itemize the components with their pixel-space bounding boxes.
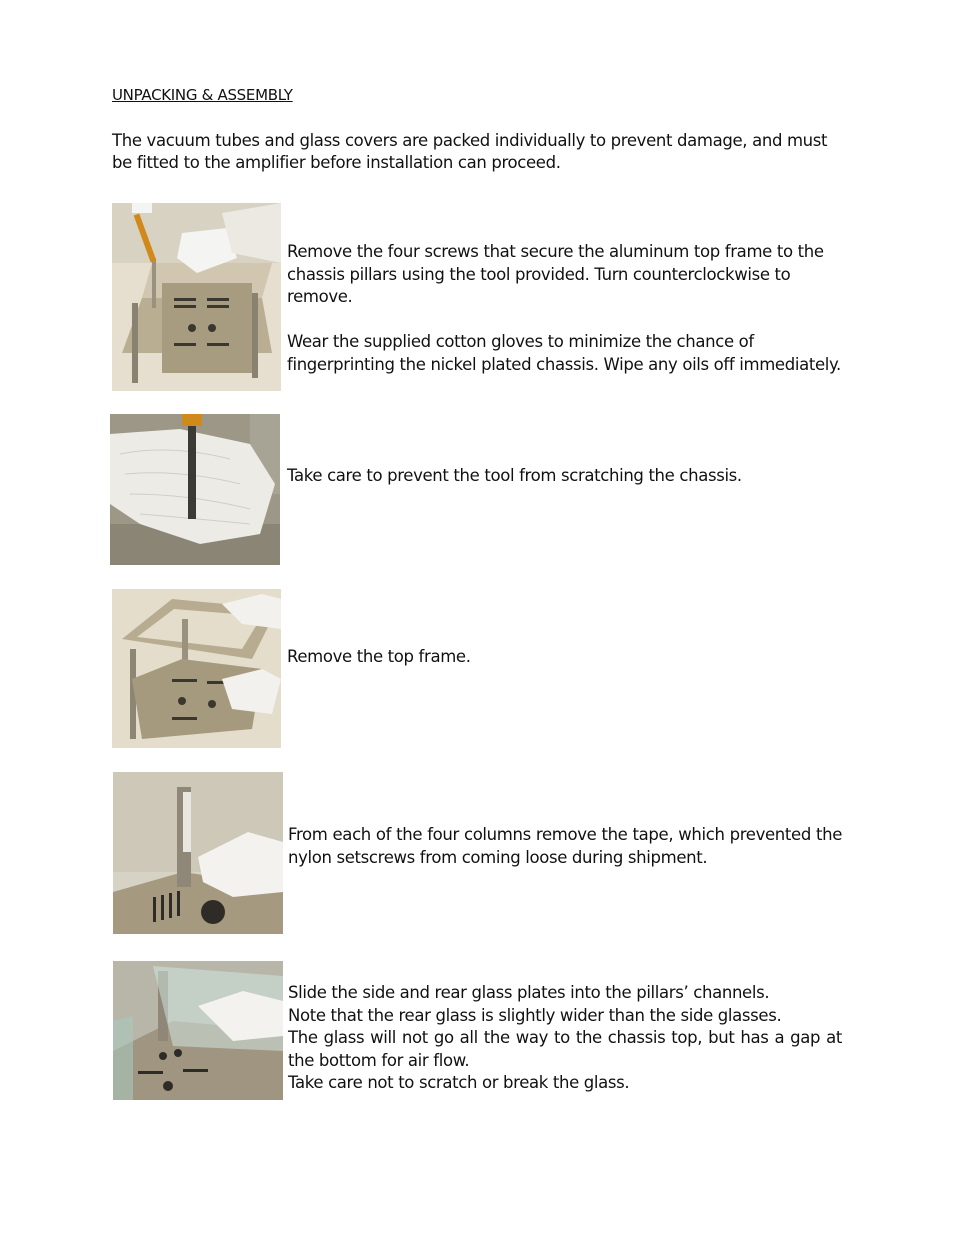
step-4-paragraph-1: From each of the four columns remove the tape, which prevented the nylon setscrews from coming loose during shipment. [288,825,842,867]
photo-sliding-glass-plates [113,961,283,1100]
step-5-line-1: Slide the side and rear glass plates into the pillars’ channels. [288,983,770,1002]
photo-removing-top-frame [112,589,281,748]
section-heading: UNPACKING & ASSEMBLY [112,86,293,104]
step-1-paragraph-2: Wear the supplied cotton gloves to minimize the chance of fingerprinting the nickel plated chassis. Wipe any oils off immediately. [287,332,841,374]
photo-gloved-hand-tool [110,414,280,565]
step-1-text [287,241,843,376]
photo-removing-tape-column [113,772,283,934]
step-1-paragraph-1: Remove the four screws that secure the aluminum top frame to the chassis pillars using the tool provided. Turn counterclockwise to remove. [287,242,824,306]
step-5-line-3: The glass will not go all the way to the chassis top, but has a gap at the bottom for air flow. [288,1028,842,1070]
step-5-line-2: Note that the rear glass is slightly wider than the side glasses. [288,1005,782,1025]
step-4-text [288,824,842,869]
photo-removing-frame-screws [112,203,281,391]
step-3-paragraph-1: Remove the top frame. [287,647,471,666]
step-2-paragraph-1: Take care to prevent the tool from scratching the chassis. [287,466,742,485]
step-5-line-4: Take care not to scratch or break the glass. [288,1073,630,1092]
intro-paragraph: The vacuum tubes and glass covers are packed individually to prevent damage, and must be fitted to the amplifier before installation can proceed. [112,131,828,172]
step-3-text [287,646,843,669]
step-2-text [287,465,843,488]
step-5-text [288,982,842,1095]
